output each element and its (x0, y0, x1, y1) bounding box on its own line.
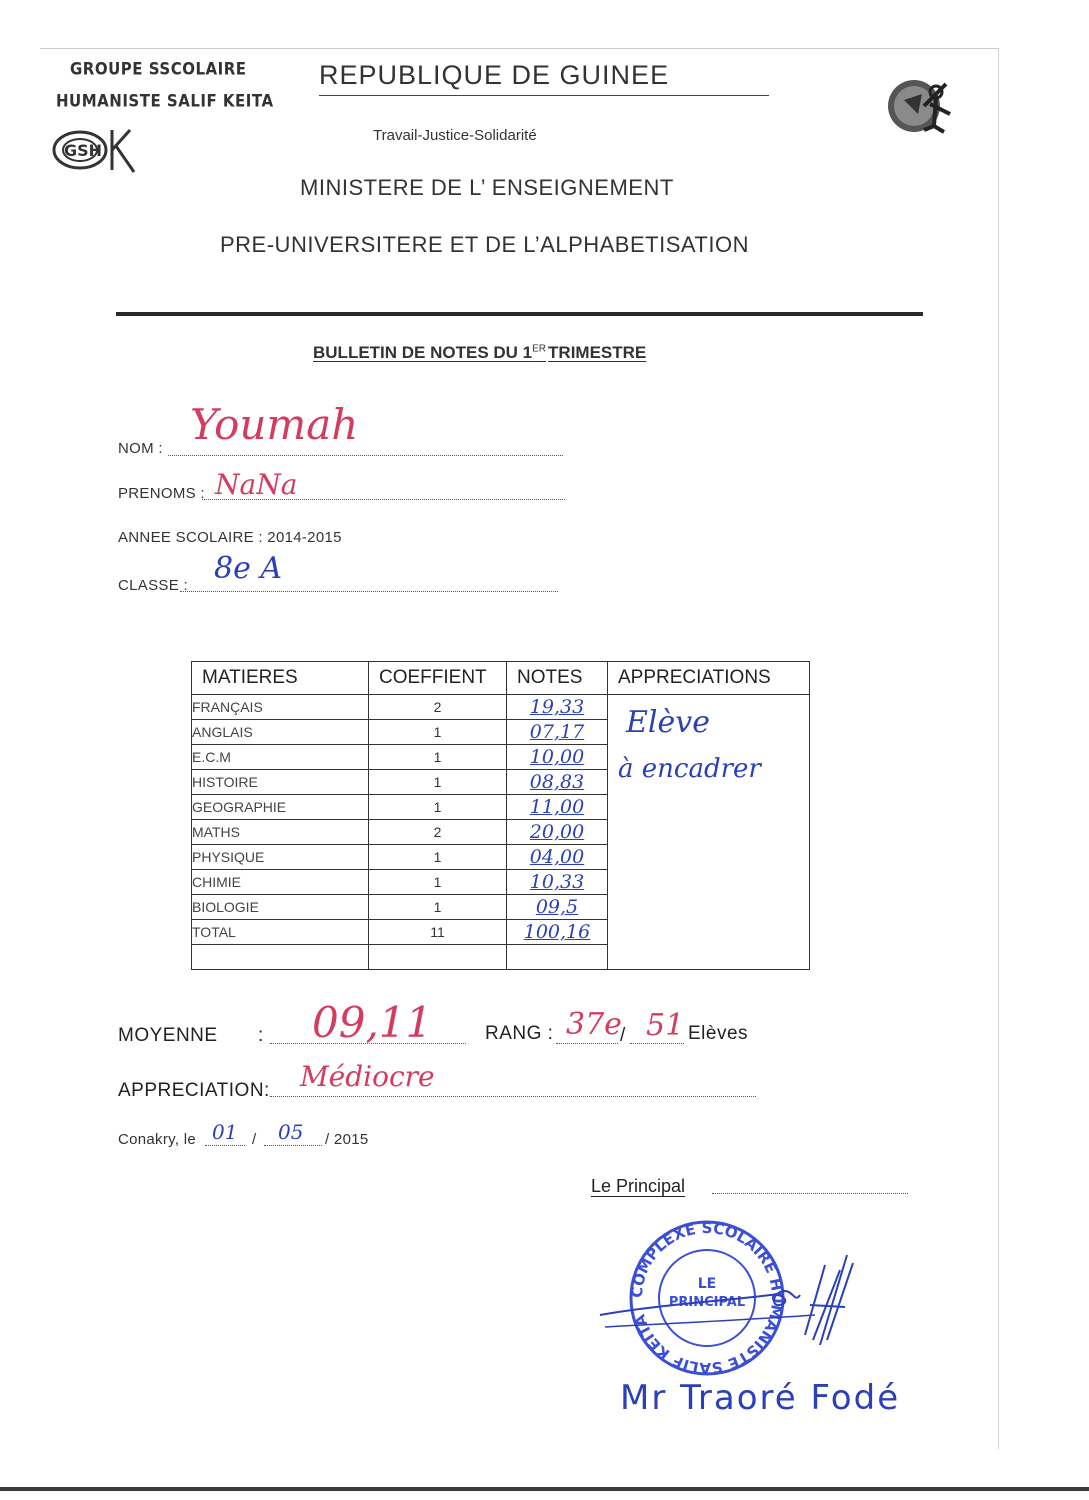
note-cell: 10,33 (507, 870, 608, 895)
prenoms-label: PRENOMS : (118, 485, 205, 502)
prenoms-value: NaNa (215, 468, 298, 501)
principal-dotted-line (712, 1192, 908, 1194)
svg-text:PRINCIPAL: PRINCIPAL (668, 1295, 746, 1310)
header-matieres: MATIERES (192, 662, 369, 695)
school-name-line1: GROUPE SSCOLAIRE (70, 59, 247, 79)
empty-cell (369, 945, 507, 970)
school-logo-icon (50, 122, 140, 181)
header-coefficient: COEFFIENT (369, 662, 507, 695)
ministry-line2: PRE-UNIVERSITERE ET DE L’ALPHABETISATION (220, 232, 749, 257)
day-dotted-line (205, 1144, 245, 1146)
table-row (192, 695, 810, 720)
table-header-row (192, 662, 810, 695)
bulletin-title-post: TRIMESTRE (548, 343, 647, 362)
emblem-icon (884, 74, 956, 140)
date-slash: / (252, 1131, 257, 1148)
classe-label: CLASSE : (118, 577, 188, 594)
appreciations-cell (608, 695, 810, 970)
date-year: / 2015 (325, 1131, 369, 1148)
bulletin-title-sup: ER (532, 343, 547, 355)
principal-name: Mr Traoré Fodé (620, 1378, 901, 1418)
appreciation-dotted-line (270, 1095, 756, 1097)
total-coef-cell: 11 (369, 920, 507, 945)
rang-label: RANG : (485, 1023, 554, 1044)
national-motto: Travail-Justice-Solidarité (373, 127, 537, 144)
appreciation-value: Médiocre (300, 1060, 435, 1093)
coef-cell: 1 (369, 745, 507, 770)
coef-cell: 1 (369, 870, 507, 895)
header-notes: NOTES (507, 662, 608, 695)
svg-text:LE: LE (697, 1276, 717, 1292)
coef-cell: 1 (369, 770, 507, 795)
note-cell: 20,00 (507, 820, 608, 845)
subject-cell: PHYSIQUE (192, 845, 369, 870)
rang-dotted-line (556, 1042, 618, 1044)
rang-slash: / (620, 1025, 626, 1046)
coef-cell: 2 (369, 820, 507, 845)
moyenne-label: MOYENNE (118, 1025, 218, 1046)
subject-cell: HISTOIRE (192, 770, 369, 795)
coef-cell: 2 (369, 695, 507, 720)
subject-cell: FRANÇAIS (192, 695, 369, 720)
subject-cell: GEOGRAPHIE (192, 795, 369, 820)
signature-scribble-icon (595, 1245, 865, 1369)
date-month: 05 (278, 1120, 304, 1144)
svg-text:COMPLEXE SCOLAIRE HUMANISTE SA: COMPLEXE SCOLAIRE HUMANISTE SALIF KEITA (627, 1218, 787, 1378)
svg-text:GSH: GSH (64, 141, 103, 160)
coef-cell: 1 (369, 895, 507, 920)
total-label-cell: TOTAL (192, 920, 369, 945)
annee-scolaire: ANNEE SCOLAIRE : 2014-2015 (118, 529, 342, 546)
appreciation-label: APPRECIATION: (118, 1080, 270, 1101)
bulletin-title (313, 343, 646, 363)
grades-table (191, 661, 810, 970)
eleves-label: Elèves (688, 1023, 749, 1044)
subject-cell: E.C.M (192, 745, 369, 770)
note-cell: 09,5 (507, 895, 608, 920)
school-name-line2: HUMANISTE SALIF KEITA (56, 91, 274, 111)
subject-cell: MATHS (192, 820, 369, 845)
classe-value: 8e A (214, 551, 283, 586)
note-cell: 10,00 (507, 745, 608, 770)
nom-dotted-line (168, 454, 563, 456)
bulletin-title-pre: BULLETIN DE NOTES DU 1 (313, 343, 533, 362)
empty-cell (192, 945, 369, 970)
coef-cell: 1 (369, 795, 507, 820)
moyenne-value: 09,11 (312, 998, 433, 1047)
appreciation-line2: à encadrer (618, 754, 761, 784)
subject-cell: BIOLOGIE (192, 895, 369, 920)
moyenne-colon: : (258, 1025, 264, 1046)
ministry-line1: MINISTERE DE L’ ENSEIGNEMENT (300, 175, 674, 200)
date-day: 01 (212, 1120, 238, 1144)
appreciation-line1: Elève (626, 705, 710, 740)
month-dotted-line (264, 1144, 322, 1146)
nom-label: NOM : (118, 440, 163, 457)
header-appreciations: APPRECIATIONS (608, 662, 810, 695)
subject-cell: ANGLAIS (192, 720, 369, 745)
empty-cell (507, 945, 608, 970)
principal-label: Le Principal (591, 1176, 686, 1196)
title-underline (319, 95, 769, 96)
country-title: REPUBLIQUE DE GUINEE (319, 60, 670, 90)
coef-cell: 1 (369, 845, 507, 870)
note-cell: 08,83 (507, 770, 608, 795)
note-cell: 11,00 (507, 795, 608, 820)
rang-value: 37e (566, 1007, 622, 1042)
date-place-label: Conakry, le (118, 1131, 197, 1148)
note-cell: 19,33 (507, 695, 608, 720)
classe-dotted-line (180, 590, 558, 592)
scan-bottom-edge (0, 1487, 1089, 1491)
nom-value: Youmah (190, 400, 359, 449)
header-divider (116, 312, 923, 316)
subject-cell: CHIMIE (192, 870, 369, 895)
coef-cell: 1 (369, 720, 507, 745)
rang-total-value: 51 (646, 1008, 685, 1043)
total-note-cell: 100,16 (507, 920, 608, 945)
note-cell: 07,17 (507, 720, 608, 745)
note-cell: 04,00 (507, 845, 608, 870)
